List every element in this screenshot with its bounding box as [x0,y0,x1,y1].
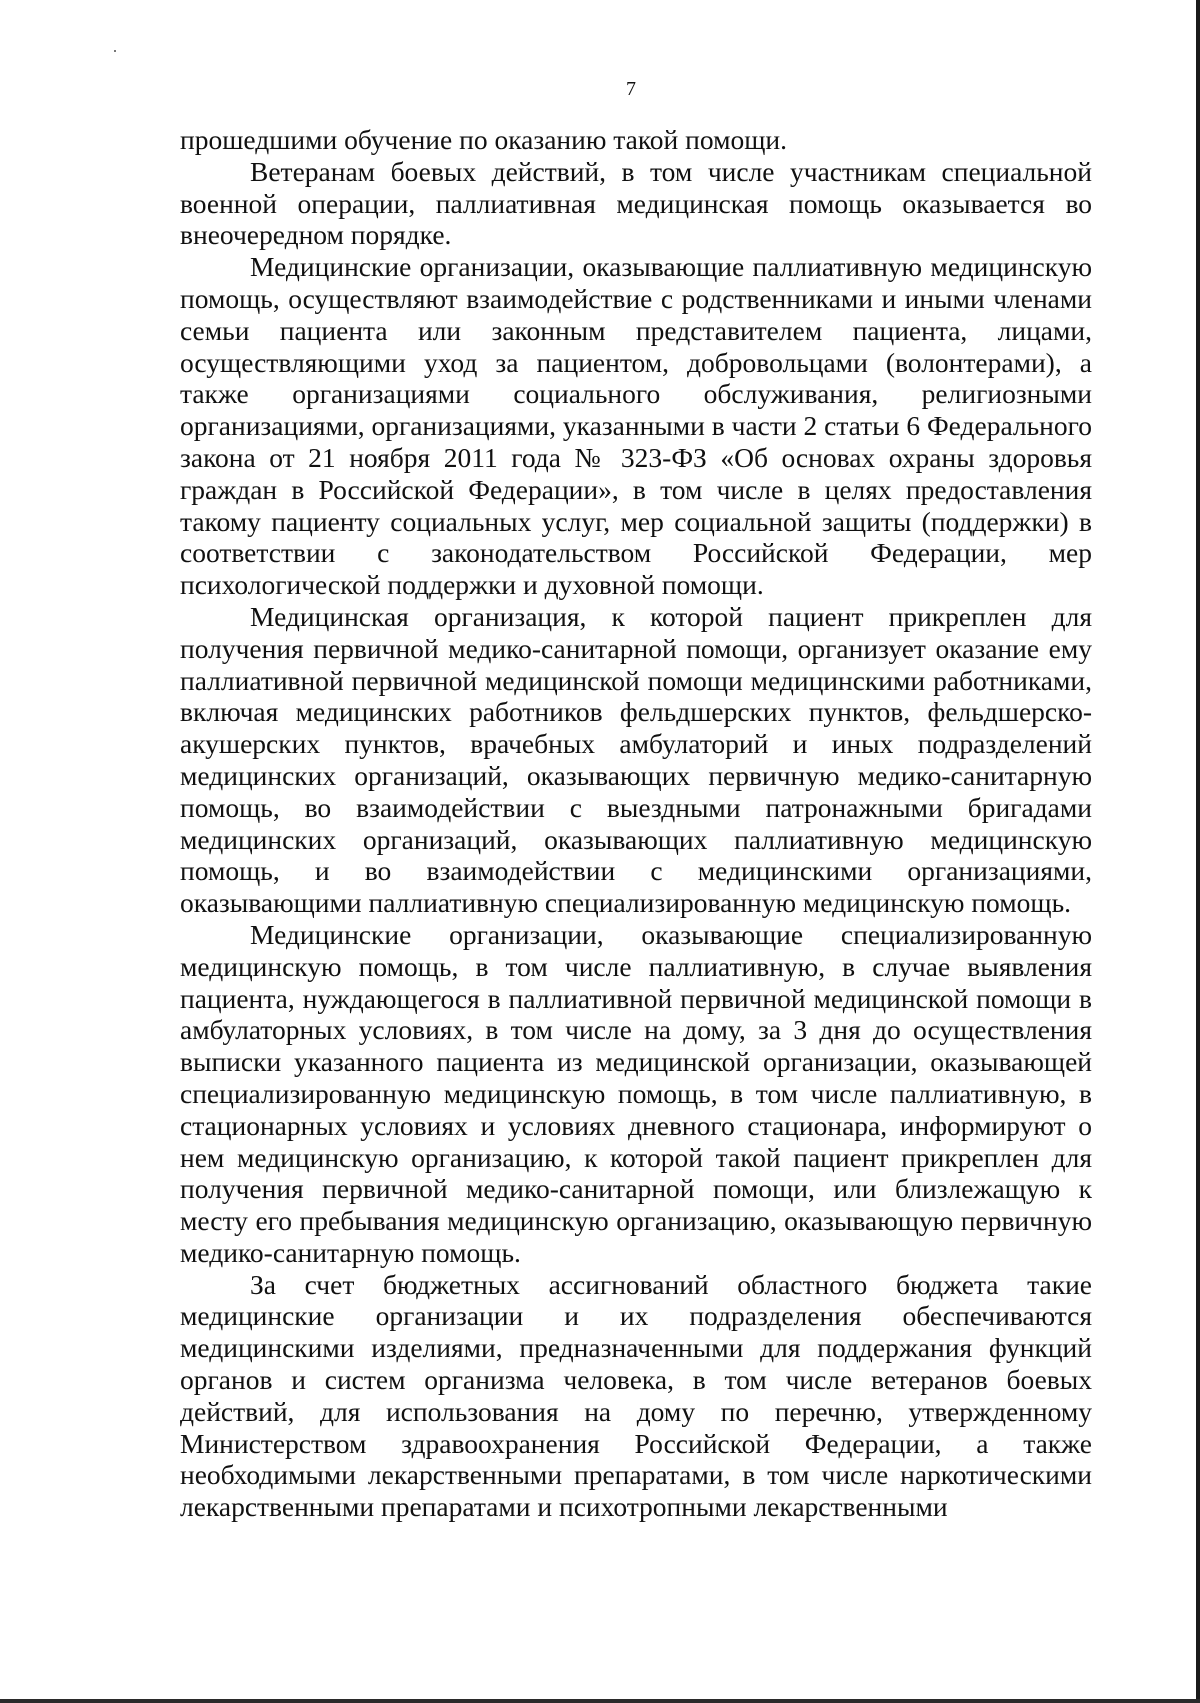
page-number: 7 [626,78,636,100]
paragraph-primary-care: Медицинская организация, к которой пациент прикреплен для получения первичной медико-санитарной помощи, организует оказание ему паллиативной первичной медицинской помощи медицинскими работниками, включая медицинских работников фельдшерских пунктов, фельдшерско-акушерских пунктов, врачебных амбулаторий и иных подразделений медицинских организаций, оказывающих первичную медико-санитарную помощь, во взаимодействии с выездными патронажными бригадами медицинских организаций, оказывающих паллиативную медицинскую помощь, и во взаимодействии с медицинскими организациями, оказывающими паллиативную специализированную медицинскую помощь. [180,600,1092,919]
scan-edge-right [1196,0,1200,1703]
paragraph-continuation: прошедшими обучение по оказанию такой помощи. [180,124,788,155]
paragraph-veterans-priority: Ветеранам боевых действий, в том числе участникам специальной военной операции, паллиативная медицинская помощь оказывается во внеочередном порядке. [180,155,1092,251]
scan-edge-bottom [0,1699,1200,1703]
paragraph-budget-funding: За счет бюджетных ассигнований областного бюджета такие медицинские организации и их подразделения обеспечиваются медицинскими изделиями, предназначенными для поддержания функций органов и систем организма человека, в том числе ветеранов боевых действий, для использования на дому по перечню, утвержденному Министерством здравоохранения Российской Федерации, а также необходимыми лекарственными препаратами, в том числе наркотическими лекарственными препаратами и психотропными лекарственными [180,1268,1092,1523]
paragraph-discharge-notice: Медицинские организации, оказывающие специализированную медицинскую помощь, в том числе паллиативную, в случае выявления пациента, нуждающегося в паллиативной первичной медицинской помощи в амбулаторных условиях, в том числе на дому, за 3 дня до осуществления выписки указанного пациента из медицинской организации, оказывающей специализированную медицинскую помощь, в том числе паллиативную, в стационарных условиях и условиях дневного стационара, информируют о нем медицинскую организацию, к которой такой пациент прикреплен для получения первичной медико-санитарной помощи, или близлежащую к месту его пребывания медицинскую организацию, оказывающую первичную медико-санитарную помощь. [180,918,1092,1268]
paragraph-cooperation: Медицинские организации, оказывающие паллиативную медицинскую помощь, осуществляют взаимодействие с родственниками и иными членами семьи пациента или законным представителем пациента, лицами, осуществляющими уход за пациентом, добровольцами (волонтерами), а также организациями социального обслуживания, религиозными организациями, организациями, указанными в части 2 статьи 6 Федерального закона от 21 ноября 2011 года № 323-ФЗ «Об основах охраны здоровья граждан в Российской Федерации», в том числе в целях предоставления такому пациенту социальных услуг, мер социальной защиты (поддержки) в соответствии с законодательством Российской Федерации, мер психологической поддержки и духовной помощи. [180,251,1092,601]
scan-speck [114,50,116,52]
document-body [180,124,1092,1523]
